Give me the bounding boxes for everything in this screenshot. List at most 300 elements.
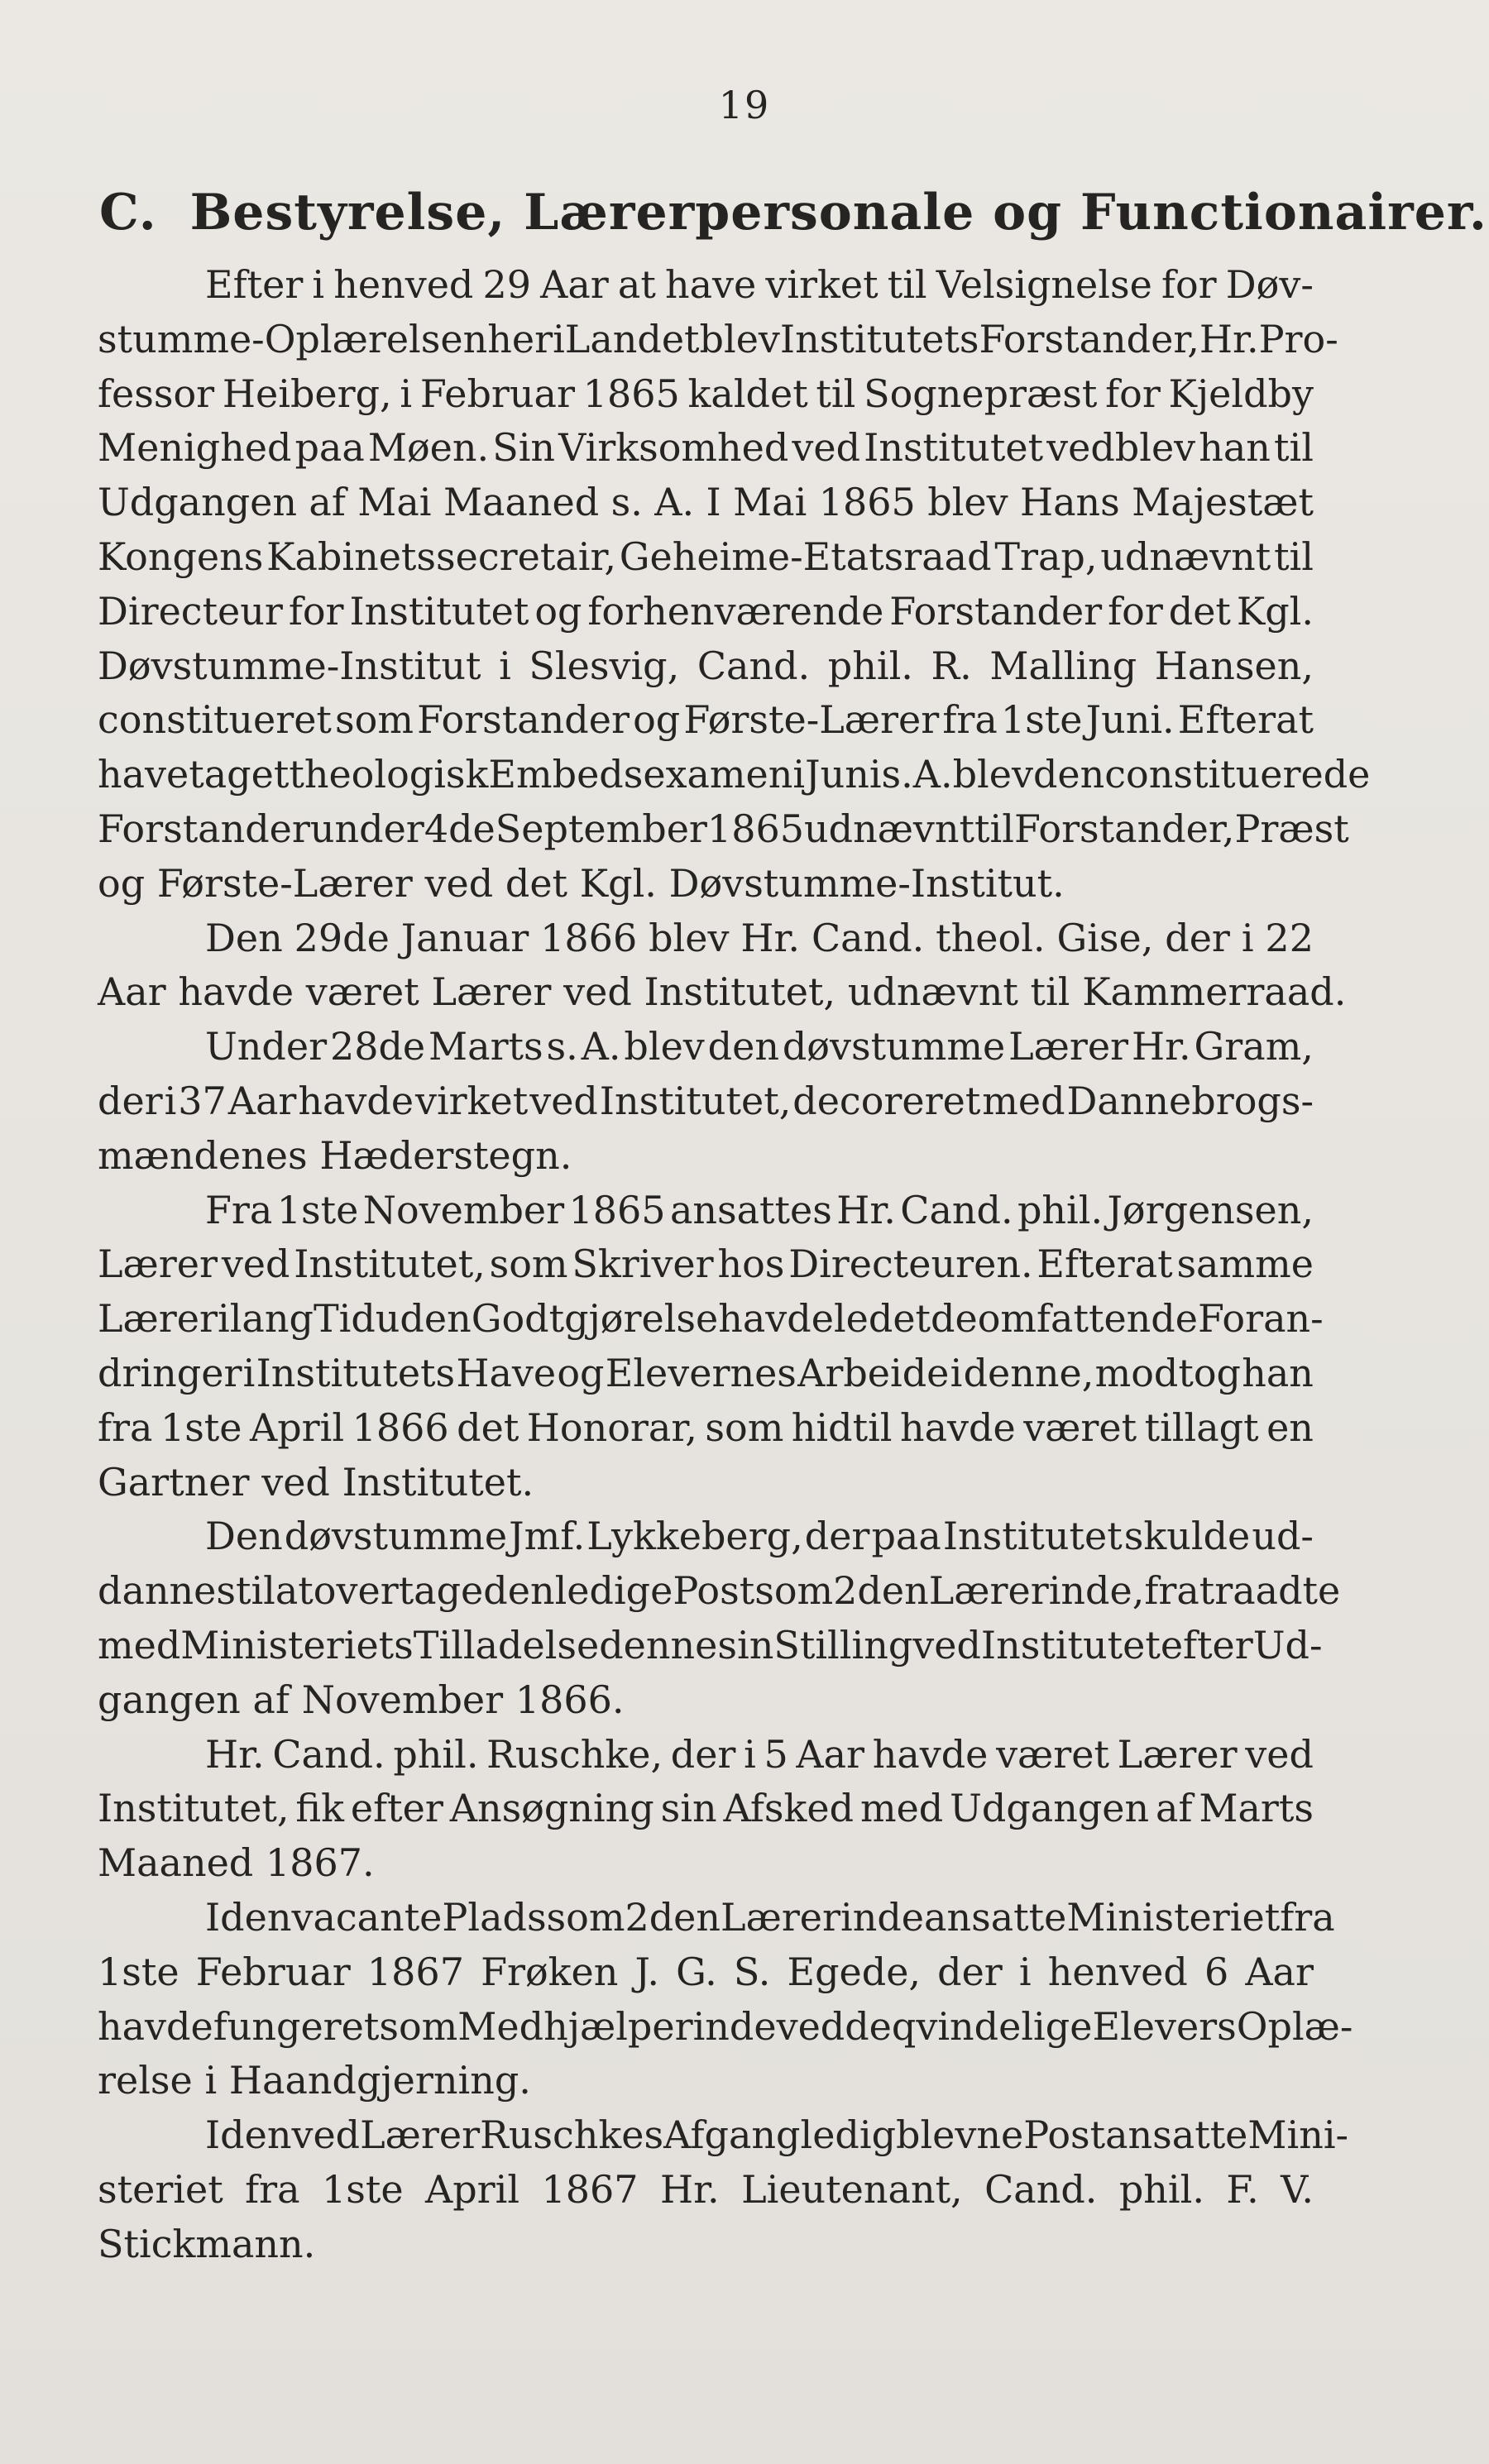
word: constituerede bbox=[1104, 752, 1371, 797]
word: Mai bbox=[733, 480, 807, 525]
word: det bbox=[457, 1404, 519, 1450]
word: Juni bbox=[805, 752, 882, 797]
word: Døvstumme-Institut. bbox=[668, 860, 1065, 906]
word: gangen bbox=[98, 1677, 241, 1722]
word: Marts bbox=[1199, 1786, 1314, 1831]
word: ved bbox=[291, 2112, 361, 2158]
word: 5 bbox=[764, 1731, 788, 1777]
word: Institutet, bbox=[294, 1242, 486, 1287]
word: der bbox=[804, 1514, 870, 1559]
word: Majestæt bbox=[1132, 480, 1314, 525]
word: Institutet, bbox=[599, 1078, 792, 1123]
word: Medhjælperinde bbox=[457, 2003, 777, 2049]
word: havde bbox=[178, 969, 294, 1015]
word: Tilladelse bbox=[413, 1622, 600, 1667]
word: han bbox=[1242, 1350, 1314, 1395]
word: der bbox=[937, 1949, 1003, 1994]
word: Gram, bbox=[1194, 1024, 1314, 1069]
word: havde bbox=[718, 1296, 834, 1342]
word: fungeret bbox=[213, 2003, 380, 2049]
word: have bbox=[664, 262, 757, 307]
word: lang bbox=[229, 1296, 314, 1342]
word: modtog bbox=[1094, 1350, 1241, 1395]
word: vedblev bbox=[1046, 425, 1196, 471]
word: I bbox=[706, 480, 721, 525]
word: ledigblevne bbox=[800, 2112, 1024, 2158]
text-line bbox=[98, 2000, 1353, 2055]
paragraph bbox=[98, 1891, 1353, 2108]
word: Juni. bbox=[1085, 697, 1175, 743]
word: med bbox=[982, 1078, 1065, 1123]
word: Hr. bbox=[740, 915, 801, 960]
word: at bbox=[275, 1568, 314, 1614]
word: som bbox=[546, 1894, 625, 1940]
word: af bbox=[309, 480, 346, 525]
word: Første-Lærer bbox=[683, 697, 940, 743]
word: Efter bbox=[205, 262, 304, 307]
word: Kongens bbox=[98, 533, 264, 579]
word: i bbox=[553, 316, 565, 361]
word: været bbox=[305, 969, 419, 1015]
word: Cand. bbox=[900, 1187, 1013, 1232]
text-line bbox=[98, 2163, 1314, 2218]
word: Sognepræst bbox=[864, 371, 1098, 416]
word: Pro- bbox=[1258, 316, 1338, 361]
word: Oplæ- bbox=[1236, 2003, 1353, 2049]
word: Aar bbox=[227, 1078, 297, 1123]
text-line bbox=[98, 1074, 1314, 1129]
word: udnævnt bbox=[1100, 533, 1271, 579]
word: S. bbox=[733, 1949, 771, 1994]
word: Lærer bbox=[98, 1296, 218, 1342]
word: 29de bbox=[294, 915, 390, 960]
word: den bbox=[220, 1894, 292, 1940]
word: Lærer bbox=[1117, 1731, 1238, 1777]
word: ved bbox=[1245, 1731, 1314, 1777]
word: Hansen, bbox=[1154, 643, 1314, 688]
section-title: Bestyrelse, Lærerpersonale og Functionairer. bbox=[189, 184, 1487, 242]
word: 4de bbox=[424, 806, 496, 851]
word: Sin bbox=[492, 425, 556, 471]
word: Hr. bbox=[205, 1731, 265, 1777]
word: til bbox=[235, 1568, 275, 1614]
text-line bbox=[98, 1347, 1314, 1401]
word: Heiberg, bbox=[222, 371, 392, 416]
word: Ruschke, bbox=[486, 1731, 663, 1777]
word: 1ste bbox=[160, 1404, 242, 1450]
word: fra bbox=[942, 697, 998, 743]
word: Skriver bbox=[572, 1242, 714, 1287]
word: Institutet. bbox=[342, 1459, 534, 1505]
paragraph bbox=[98, 2108, 1349, 2271]
text-line bbox=[98, 1020, 1314, 1074]
word: theol. bbox=[936, 915, 1046, 960]
word: I bbox=[205, 1894, 221, 1940]
text-line bbox=[98, 1292, 1324, 1347]
word: dannes bbox=[98, 1568, 236, 1614]
word: i bbox=[744, 1731, 756, 1777]
word: til bbox=[816, 371, 856, 416]
text-line bbox=[98, 1945, 1314, 2000]
word: Forstander bbox=[889, 588, 1103, 634]
text-line bbox=[98, 367, 1314, 422]
word: 1ste bbox=[322, 2166, 404, 2212]
word: 1866 bbox=[352, 1404, 449, 1450]
word: Dannebrogs- bbox=[1066, 1078, 1314, 1123]
word: Aar bbox=[98, 969, 166, 1015]
word: Aar bbox=[540, 262, 609, 307]
word: Kgl. bbox=[579, 860, 657, 906]
word: blev bbox=[927, 480, 1008, 525]
word: 1867. bbox=[265, 1840, 375, 1886]
word: en bbox=[1266, 1404, 1314, 1450]
word: ved bbox=[776, 2003, 845, 2049]
word: Under bbox=[205, 1024, 328, 1069]
word: Ministeriet bbox=[1066, 1894, 1281, 1940]
word: til bbox=[1030, 969, 1070, 1015]
word: for bbox=[1161, 262, 1217, 307]
word: September bbox=[495, 806, 707, 851]
word: med bbox=[98, 1622, 181, 1667]
word: 2den bbox=[833, 1568, 929, 1614]
word: i bbox=[1241, 915, 1254, 960]
word: ved bbox=[261, 1459, 330, 1505]
word: Mai bbox=[357, 480, 432, 525]
word: Institutet bbox=[349, 588, 529, 634]
text-line bbox=[98, 965, 1347, 1020]
paragraph bbox=[98, 1020, 1314, 1183]
word: for bbox=[288, 588, 344, 634]
word: Den bbox=[205, 1514, 283, 1559]
word: her bbox=[487, 316, 553, 361]
word: Hr. bbox=[1131, 1024, 1191, 1069]
word: blev bbox=[649, 915, 730, 960]
word: ved bbox=[424, 860, 494, 906]
word: Aar bbox=[796, 1731, 865, 1777]
word: henved bbox=[1047, 1949, 1188, 1994]
word: tillagt bbox=[1144, 1404, 1259, 1450]
word: Frøken bbox=[481, 1949, 619, 1994]
word: Fra bbox=[205, 1187, 273, 1232]
word: den bbox=[707, 1024, 779, 1069]
word: vacante bbox=[291, 1894, 443, 1940]
word: til bbox=[1274, 425, 1314, 471]
word: steriet bbox=[98, 2166, 223, 2212]
word: Lieutenant, bbox=[741, 2166, 963, 2212]
word: i bbox=[950, 1350, 963, 1395]
word: Tid bbox=[313, 1296, 376, 1342]
word: decoreret bbox=[792, 1078, 981, 1123]
word: 2den bbox=[625, 1894, 721, 1940]
word: A. bbox=[581, 1024, 621, 1069]
text-line bbox=[98, 1836, 1314, 1891]
word: efter bbox=[350, 1786, 443, 1831]
word: April bbox=[250, 1404, 345, 1450]
word: ansatte bbox=[1105, 2112, 1248, 2158]
word: fra bbox=[98, 1404, 153, 1450]
word: Maaned bbox=[98, 1840, 254, 1886]
paragraph bbox=[98, 1728, 1314, 1891]
word: uden bbox=[375, 1296, 472, 1342]
text-line bbox=[98, 1509, 1314, 1564]
word: og bbox=[633, 697, 681, 743]
word: for bbox=[1105, 371, 1161, 416]
word: Kabinetssecretair, bbox=[266, 533, 616, 579]
word: 1866. bbox=[515, 1677, 625, 1722]
text-line bbox=[98, 1456, 1314, 1510]
word: af bbox=[252, 1677, 290, 1722]
word: Ud- bbox=[1252, 1622, 1323, 1667]
word: 29 bbox=[482, 262, 532, 307]
word: Lykkeberg, bbox=[587, 1514, 803, 1559]
word: til bbox=[887, 262, 927, 307]
text-line bbox=[98, 802, 1349, 857]
word: R. bbox=[931, 643, 972, 688]
word: F. bbox=[1226, 2166, 1259, 2212]
word: med bbox=[859, 1786, 944, 1831]
word: J. bbox=[634, 1949, 659, 1994]
word: ledet bbox=[833, 1296, 931, 1342]
word: ved bbox=[529, 1078, 598, 1123]
word: i bbox=[792, 752, 806, 797]
word: 6 bbox=[1204, 1949, 1229, 1994]
word: i bbox=[204, 2058, 218, 2103]
word: Slesvig, bbox=[529, 643, 680, 688]
word: taget bbox=[189, 752, 290, 797]
word: Egede, bbox=[787, 1949, 922, 1994]
text-line bbox=[98, 1782, 1314, 1836]
word: forhenværende bbox=[587, 588, 884, 634]
word: Directeuren. bbox=[788, 1242, 1033, 1287]
paragraph bbox=[98, 258, 1371, 911]
text-line bbox=[98, 258, 1314, 313]
word: Honorar, bbox=[526, 1404, 697, 1450]
word: April bbox=[425, 2166, 520, 2212]
word: s. bbox=[610, 480, 643, 525]
word: havde bbox=[872, 1731, 989, 1777]
word: 1867 bbox=[541, 2166, 639, 2212]
word: paa bbox=[871, 1514, 941, 1559]
word: Lærer bbox=[98, 1242, 218, 1287]
word: Marts bbox=[429, 1024, 543, 1069]
word: A. bbox=[912, 752, 953, 797]
word: i bbox=[499, 643, 511, 688]
word: A. bbox=[654, 480, 695, 525]
word: Forstander bbox=[417, 697, 630, 743]
text-line bbox=[98, 1619, 1323, 1673]
word: Hr. bbox=[836, 1187, 896, 1232]
word: som bbox=[705, 1404, 784, 1450]
word: Godtgjørelse bbox=[471, 1296, 719, 1342]
text-line bbox=[98, 1891, 1335, 1945]
word: Afgang bbox=[663, 2112, 801, 2158]
section-letter: C. bbox=[99, 184, 157, 242]
word: Stickmann. bbox=[98, 2221, 316, 2266]
word: Arbeide bbox=[797, 1350, 950, 1395]
word: kaldet bbox=[687, 371, 808, 416]
word: 1865 bbox=[568, 1187, 666, 1232]
word: s. bbox=[881, 752, 913, 797]
word: Haandgjerning. bbox=[228, 2058, 531, 2103]
word: fik bbox=[295, 1786, 344, 1831]
word: 1865 bbox=[818, 480, 916, 525]
word: Februar bbox=[419, 371, 575, 416]
word: Aar bbox=[1245, 1949, 1314, 1994]
text-line bbox=[98, 421, 1314, 476]
word: Cand. bbox=[272, 1731, 385, 1777]
text-line bbox=[98, 1728, 1314, 1782]
word: i bbox=[1018, 1949, 1032, 1994]
word: Udgangen bbox=[950, 1786, 1150, 1831]
word: Lærer bbox=[431, 969, 552, 1015]
text-line bbox=[98, 2218, 1314, 2272]
text-line bbox=[98, 1129, 1314, 1184]
word: Institutet, bbox=[644, 969, 836, 1015]
word: Post bbox=[673, 1568, 755, 1614]
word: til bbox=[974, 806, 1014, 851]
word: ved bbox=[563, 969, 632, 1015]
word: Elevernes bbox=[605, 1350, 797, 1395]
word: i bbox=[164, 1078, 177, 1123]
word: relse bbox=[98, 2058, 193, 2103]
word: Ruschkes bbox=[480, 2112, 664, 2158]
word: November bbox=[362, 1187, 565, 1232]
word: fra bbox=[245, 2166, 300, 2212]
word: under bbox=[309, 806, 424, 851]
word: ansatte bbox=[924, 1894, 1067, 1940]
text-line bbox=[98, 693, 1314, 748]
word: Trap, bbox=[994, 533, 1098, 579]
word: Januar bbox=[400, 915, 529, 960]
word: havde bbox=[298, 1078, 414, 1123]
word: Velsignelse bbox=[936, 262, 1152, 307]
text-line bbox=[98, 1564, 1341, 1619]
word: Mini- bbox=[1247, 2112, 1349, 2158]
word: den bbox=[1032, 752, 1105, 797]
word: Præst bbox=[1234, 806, 1349, 851]
word: Februar bbox=[195, 1949, 351, 1994]
word: fessor bbox=[98, 371, 215, 416]
text-line bbox=[98, 1401, 1314, 1456]
word: samme bbox=[1176, 1242, 1314, 1287]
section-heading bbox=[99, 184, 1487, 242]
word: der bbox=[670, 1731, 736, 1777]
text-line bbox=[98, 1237, 1314, 1292]
word: det bbox=[505, 860, 568, 906]
word: den bbox=[220, 2112, 292, 2158]
word: blev bbox=[952, 752, 1033, 797]
word: stumme-Oplærelsen bbox=[98, 316, 488, 361]
word: Ministeriets bbox=[180, 1622, 414, 1667]
paragraph bbox=[98, 911, 1347, 1021]
word: Institutet, bbox=[98, 1786, 290, 1831]
word: Stilling bbox=[773, 1622, 913, 1667]
word: Malling bbox=[989, 643, 1137, 688]
word: Kgl. bbox=[1236, 588, 1314, 634]
word: November bbox=[301, 1677, 504, 1722]
word: de bbox=[845, 2003, 892, 2049]
word: Kjeldby bbox=[1168, 371, 1314, 416]
text-line bbox=[98, 2108, 1349, 2163]
word: Første-Lærer bbox=[156, 860, 413, 906]
word: udnævnt bbox=[804, 806, 975, 851]
paragraph bbox=[98, 1184, 1324, 1510]
word: phil. bbox=[1017, 1187, 1104, 1232]
word: Cand. bbox=[811, 915, 925, 960]
word: sin bbox=[717, 1622, 774, 1667]
word: Institutets bbox=[256, 1350, 456, 1395]
word: phil. bbox=[393, 1731, 479, 1777]
word: Plads bbox=[442, 1894, 547, 1940]
text-line bbox=[98, 476, 1314, 530]
word: som bbox=[335, 697, 414, 743]
word: I bbox=[205, 2112, 221, 2158]
word: døvstumme bbox=[284, 1514, 508, 1559]
word: efter bbox=[1160, 1622, 1253, 1667]
word: ved bbox=[912, 1622, 981, 1667]
word: han bbox=[1199, 425, 1271, 471]
word: constitueret bbox=[98, 697, 332, 743]
word: som bbox=[754, 1568, 834, 1614]
text-line bbox=[98, 1673, 1314, 1728]
word: i bbox=[218, 1296, 230, 1342]
word: Directeur bbox=[98, 588, 283, 634]
word: have bbox=[98, 752, 189, 797]
word: den bbox=[483, 1568, 555, 1614]
word: hos bbox=[717, 1242, 785, 1287]
text-line bbox=[98, 748, 1371, 802]
word: Have bbox=[456, 1350, 557, 1395]
word: der bbox=[98, 1078, 163, 1123]
word: Kammerraad. bbox=[1082, 969, 1347, 1015]
word: Geheime-Etatsraad bbox=[619, 533, 992, 579]
word: Virksomhed bbox=[558, 425, 789, 471]
word: theologisk bbox=[289, 752, 489, 797]
word: ansattes bbox=[669, 1187, 832, 1232]
word: skulde bbox=[1123, 1514, 1251, 1559]
word: G. bbox=[676, 1949, 717, 1994]
word: Efterat bbox=[1177, 697, 1314, 743]
word: blev bbox=[624, 1024, 705, 1069]
word: Post bbox=[1023, 2112, 1106, 2158]
word: ledige bbox=[554, 1568, 673, 1614]
word: Døvstumme-Institut bbox=[98, 643, 481, 688]
word: de bbox=[931, 1296, 978, 1342]
word: s. bbox=[546, 1024, 578, 1069]
word: virket bbox=[414, 1078, 529, 1123]
word: omfattende bbox=[977, 1296, 1198, 1342]
word: Menighed bbox=[98, 425, 292, 471]
word: i bbox=[242, 1350, 256, 1395]
text-line bbox=[98, 639, 1314, 694]
text-line bbox=[98, 1184, 1314, 1238]
word: 1866 bbox=[540, 915, 638, 960]
word: af bbox=[1156, 1786, 1193, 1831]
word: 1865 bbox=[582, 371, 680, 416]
word: havde bbox=[899, 1404, 1016, 1450]
word: Embedsexamen bbox=[488, 752, 793, 797]
word: Efterat bbox=[1037, 1242, 1173, 1287]
text-line bbox=[98, 911, 1314, 966]
word: fratraadte bbox=[1144, 1568, 1341, 1614]
word: og bbox=[98, 860, 146, 906]
word: Den bbox=[205, 915, 283, 960]
body-text bbox=[98, 258, 1371, 2271]
word: og bbox=[534, 588, 582, 634]
word: at bbox=[617, 262, 656, 307]
word: Jmf. bbox=[509, 1514, 586, 1559]
word: Jørgensen, bbox=[1107, 1187, 1314, 1232]
